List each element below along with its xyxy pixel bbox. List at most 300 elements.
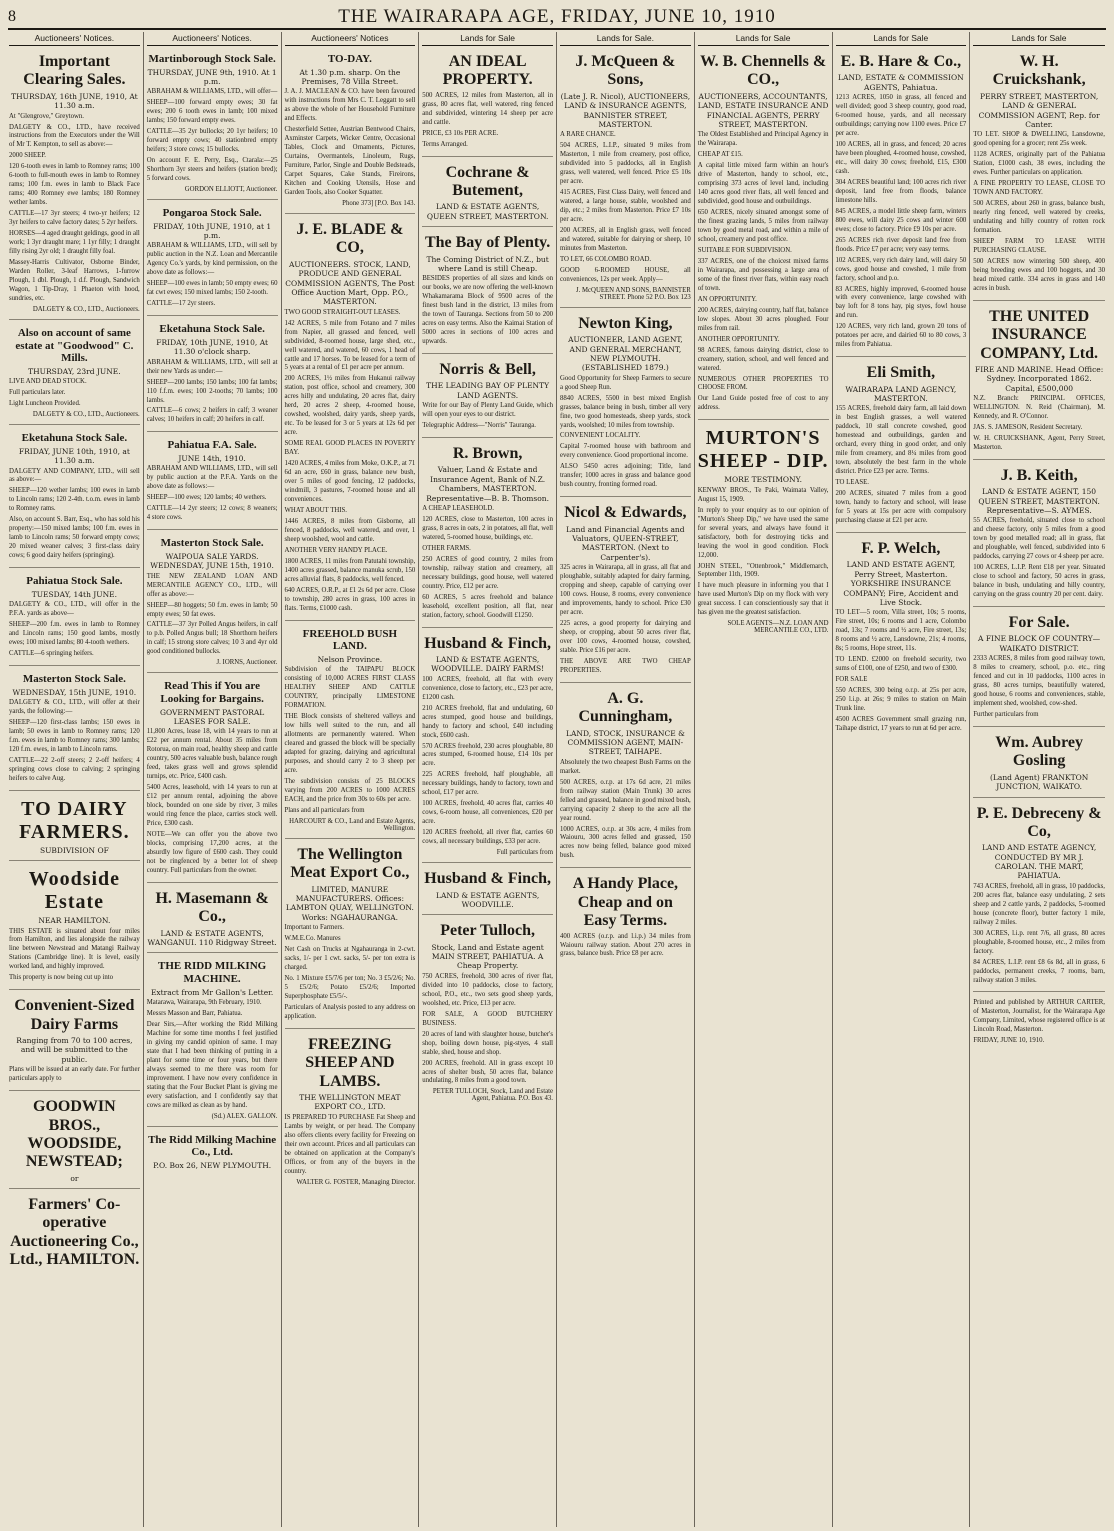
- advertisement: [973, 730, 1105, 798]
- ad-text: THE NEW ZEALAND LOAN AND MERCANTILE AGENCY CO., LTD., will offer as above:—: [146, 572, 278, 598]
- ad-heading: For Sale.: [1008, 614, 1070, 632]
- ad-text: N.Z. Branch: PRINCIPAL OFFICES, WELLINGTON. N. Reid (Chairman), M. Kennedy, and R. O'Connor.: [973, 395, 1105, 420]
- ad-heading: AN IDEAL PROPERTY.: [442, 53, 533, 89]
- advertisement: [422, 441, 553, 628]
- ad-text: JOHN STEEL, "Ottenbrook," Middlemarch, September 11th, 1909.: [697, 562, 829, 579]
- ad-subheading: LIMITED, MANURE MANUFACTURERS. Offices: LAMBTON QUAY, WELLINGTON. Works: NGAHAURANGA.: [285, 884, 414, 922]
- ad-subheading: FRIDAY, JUNE 10th, 1910, at 11.30 a.m.: [18, 446, 130, 466]
- ad-subheading: TUESDAY, 14th JUNE.: [31, 589, 118, 599]
- ad-text: Messrs Masson and Barr, Pahiatua.: [146, 1010, 243, 1018]
- column-header: Lands for Sale: [973, 32, 1105, 46]
- ad-subheading: or: [70, 1173, 79, 1183]
- ad-heading: Farmers' Co-operative Auctioneering Co., Ltd., HAMILTON.: [9, 1196, 140, 1269]
- ad-text: 500 ACRES, o.r.p. at 17s 6d acre, 21 miles from railway station (Main Trunk) 30 acres felled and grassed, balance in good mixed bush, carrying capacity 2 sheep to the acre all the year round.: [560, 778, 691, 822]
- ad-heading: Nicol & Edwards,: [564, 504, 687, 522]
- advertisement: [9, 864, 140, 990]
- ad-subheading: Ranging from 70 to 100 acres, and will be submitted to the public.: [16, 1036, 133, 1064]
- ad-text: Dear Sirs,—After working the Ridd Milking Machine for some time months I feel justified in giving my candid opinion of same. I may state that I had been thinking of putting in a plant for some time or four years, but there always seemed to me there was room for improvement. I have now every confidence in stating that the Four Bucket Plant is giving me every satisfaction, and I confidently say that cows are milked as clean as by hand.: [146, 1021, 278, 1109]
- column-1: [6, 32, 144, 1527]
- column-8: [970, 32, 1108, 1527]
- ad-signature: Phone 373] [P.O. Box 143.: [342, 200, 416, 208]
- column-header: Lands for Sale: [836, 32, 967, 46]
- advertisement: [9, 323, 140, 425]
- ad-subheading: LAND AND ESTATE AGENT, Perry Street, Masterton. YORKSHIRE INSURANCE COMPANY; Fire, Accident and Live Stock.: [843, 560, 959, 607]
- advertisement: [836, 536, 967, 740]
- advertisement: [560, 311, 691, 498]
- ad-text: 55 ACRES, freehold, situated close to school and cheese factory, only 5 miles from a good town by good metalled road; all in grass, flat and ploughable, well fenced, subdivided into 6 paddocks, carrying 27 cows or 4 sheep per acre.: [973, 517, 1105, 561]
- ad-heading: W. B. Chennells & CO.,: [700, 53, 827, 89]
- ad-subheading: LAND AND ESTATE AGENCY, CONDUCTED BY MR J. CAROLAN. THE MART, PAHIATUA.: [981, 843, 1097, 881]
- ad-text: 845 ACRES, a model little sheep farm, winters 800 ewes, will dairy 25 cows and winter 600 ewes; close to factory. Price £9 10s per acre.: [835, 207, 967, 233]
- ad-text: CATTLE—35 2yr bullocks; 20 1yr heifers; 10 forward empty cows; 40 stationbred empty heifers; 3 store cows; 15 bullocks.: [146, 128, 278, 154]
- advertisement: [9, 794, 140, 861]
- ad-heading: H. Masemann & Co.,: [155, 889, 269, 926]
- ad-heading: The Bay of Plenty.: [424, 234, 551, 252]
- advertisement: [422, 230, 553, 354]
- ad-text: Subdivision of the TAIPAPU BLOCK consisting of 10,000 ACRES FIRST CLASS HEALTHY SHEEP AND CATTLE COUNTRY, principally LIMESTONE FORMATION.: [284, 666, 416, 710]
- ad-text: SHEEP FARM TO LEASE WITH PURCHASING CLAUSE.: [973, 237, 1105, 254]
- ad-heading: FREEZING SHEEP AND LAMBS.: [305, 1035, 395, 1090]
- ad-text: SHEEP—120 wether lambs; 100 ewes in lamb to Lincoln rams; 120 2-4th. t.o.m. ewes in lamb to Romney rams.: [9, 487, 140, 513]
- ad-text: Light Luncheon Provided.: [9, 400, 81, 408]
- ad-text: 120 ACRES freehold, all river flat, carries 60 cows, all necessary buildings, £33 per acre.: [422, 829, 553, 846]
- ad-text: Important to Farmers.: [284, 924, 344, 932]
- ad-subheading: GOVERNMENT PASTORAL LEASES FOR SALE.: [159, 707, 265, 727]
- ad-text: 83 ACRES, highly improved, 6-roomed house with every convenience, large cowshed with bay loft for 8 tons hay, pig styes, fowl house and run.: [835, 285, 967, 320]
- ad-subheading: LAND, ESTATE & COMMISSION AGENTS, Pahiatua.: [838, 73, 964, 92]
- column-header: Lands for Sale: [422, 32, 553, 46]
- ad-subheading: LAND, STOCK, INSURANCE & COMMISSION AGENT, MAIN-STREET, TAIHAPE.: [565, 728, 685, 757]
- ad-text: ANOTHER VERY HANDY PLACE.: [284, 546, 388, 554]
- ad-heading: Wm. Aubrey Gosling: [995, 734, 1083, 770]
- ad-text: CATTLE—22 2-off steers; 2 2-off heifers; 4 springing cows close to calving; 2 springing heifers to calve Aug.: [9, 756, 140, 782]
- ad-text: 210 ACRES freehold, flat and undulating, 60 acres stumped, good house and buildings, handy to factory and school, £40 including stock, £600 cash.: [422, 704, 553, 739]
- advertisement: [973, 801, 1105, 993]
- ad-text: Also, on account S. Barr, Esq., who has sold his property:—150 mixed lambs; 100 f.m. ewes in lamb to Lincoln rams; 50 forward empty cows; 20 mixed weaner calves; 3 first-class dairy cows; 6 good dairy heifers (springing).: [9, 516, 140, 560]
- ad-text: Write for our Bay of Plenty Land Guide, which will open your eyes to our district.: [422, 402, 553, 419]
- advertisement: [9, 49, 140, 320]
- ad-heading: Important Clearing Sales.: [23, 53, 126, 89]
- ad-text: 325 acres in Wairarapa, all in grass, all flat and ploughable, suitably adapted for dairy farming, cropping and sheep, capable of carrying over 100 cows. House, 8 rooms, every convenience and improvements, handy to school. Price £30 per acre.: [560, 564, 691, 617]
- ad-text: A capital little mixed farm within an hour's drive of Masterton, handy to school, etc., comprising 373 acres of level land, including 140 acres good river flats, all well fenced and subdivided, good house and outbuildings.: [697, 162, 829, 206]
- column-3: [282, 32, 420, 1527]
- advertisement: [285, 842, 416, 1029]
- columns-container: [6, 32, 1108, 1527]
- ad-heading: Eketahuna Stock Sale.: [21, 432, 128, 445]
- ad-text: LIVE AND DEAD STOCK.: [9, 378, 87, 386]
- advertisement: [9, 1094, 140, 1189]
- ad-text: 337 ACRES, one of the choicest mixed farms in Wairarapa, and possessing a large area of some of the finest river flats, within easy reach of town.: [697, 257, 829, 292]
- ad-subheading: Stock, Land and Estate agent MAIN STREET, PAHIATUA. A Cheap Property.: [431, 942, 544, 971]
- ad-heading: F. P. Welch,: [861, 540, 941, 558]
- ad-text: 1800 ACRES, 11 miles from Patutahi township, 1400 acres grassed, balance manuka scrub, 150 acres alluvial flats, 8 paddocks, well fenced.: [284, 557, 416, 583]
- ad-heading: MURTON'S SHEEP - DIP.: [697, 427, 829, 473]
- ad-signature: GORDON ELLIOTT, Auctioneer.: [184, 186, 278, 194]
- ad-text: Printed and published by ARTHUR CARTER, of Masterton, Journalist, for the Wairarapa Age Company, Limited, whose registered office is at Lincoln Road, Masterton.: [973, 999, 1105, 1034]
- ad-text: SHEEP—200 lambs; 150 lambs; 100 fat lambs; 110 f.f.m. ewes; 100 2-tooths; 70 lambs; 100 lambs.: [146, 378, 278, 404]
- ad-heading: FREEHOLD BUSH LAND.: [302, 627, 398, 653]
- advertisement: [698, 423, 829, 640]
- advertisement: [836, 49, 967, 357]
- ad-subheading: THE WELLINGTON MEAT EXPORT CO., LTD.: [299, 1092, 401, 1112]
- ad-text: 300 ACRES, l.i.p. rent 7/6, all grass, 80 acres ploughable, 8-roomed house, etc., 2 miles from factory.: [973, 929, 1105, 955]
- ad-subheading: THURSDAY, 23rd JUNE.: [28, 366, 121, 376]
- ad-text: TO LEND. £2000 on freehold security, two sums of £100, one of £250, and two of £300.: [835, 656, 967, 673]
- ad-heading: J. E. BLADE & CO,: [296, 221, 404, 257]
- ad-heading: J. B. Keith,: [1000, 466, 1078, 484]
- ad-text: W. H. CRUICKSHANK, Agent, Perry Street, Masterton.: [973, 434, 1105, 451]
- ad-text: JAS. S. JAMESON, Resident Secretary.: [973, 423, 1083, 431]
- ad-heading: Pongaroa Stock Sale.: [162, 207, 262, 220]
- ad-text: CATTLE—37 3yr Polled Angus heifers, in calf to p.b. Polled Angus bull; 18 Shorthorn heifers in calf; 15 strong store calves; 10 3 and 4yr old good conditioned bullocks.: [146, 621, 278, 656]
- advertisement: [147, 319, 278, 432]
- ad-signature: J. IORNS, Auctioneer.: [216, 659, 278, 667]
- ad-signature: HARCOURT & CO., Land and Estate Agents, Wellington.: [289, 817, 416, 832]
- ad-text: ANOTHER OPPORTUNITY.: [697, 335, 780, 343]
- ad-heading: Newton King,: [578, 314, 673, 332]
- ad-subheading: PERRY STREET, MASTERTON, LAND & GENERAL COMMISSION AGENT, Rep. for Canter.: [978, 91, 1100, 129]
- ad-text: Plans and all particulars from: [284, 806, 365, 814]
- ad-text: The subdivision consists of 25 BLOCKS varying from 200 ACRES to 1000 ACRES EACH, and the price from 30s to 60s per acre.: [284, 777, 416, 803]
- ad-subheading: FRIDAY, 10th JUNE, 1910, At 11.30 o'clock sharp.: [156, 337, 268, 357]
- ad-text: SHEEP—100 ewes in lamb; 50 empty ewes; 60 fat cwt ewes; 150 mixed lambs; 150 2-tooth.: [146, 280, 278, 297]
- ad-text: 500 ACRES now wintering 500 sheep, 400 being breeding ewes and 100 hoggets, and 30 head mixed cattle. 334 acres in grass and 140 acres in bush.: [973, 257, 1105, 292]
- ad-subheading: LAND & ESTATE AGENTS, WANGANUI. 110 Ridgway Street.: [147, 928, 277, 948]
- masthead: [8, 6, 1106, 30]
- ad-text: 640 ACRES, O.R.P., at £1 2s 6d per acre. Close to township, 280 acres in grass, 100 acres in flats. Terms, £1000 cash.: [284, 586, 416, 612]
- ad-heading: J. McQueen & Sons,: [575, 53, 676, 89]
- ad-text: TO LET. SHOP & DWELLING, Lansdowne, good opening for a grocer; rent 25s week.: [973, 131, 1105, 148]
- ad-heading: W. H. Cruickshank,: [992, 53, 1086, 89]
- ad-heading: TO-DAY.: [327, 53, 372, 65]
- ad-text: TO LET—5 room, Villa street, 10s; 5 rooms, Fire street, 10s; 6 rooms and 1 acre, Colombo road, 13s; 7 rooms and ½ acre, Fire street, 13s; 8 rooms and ½ acre, Lansdowne, 21s; 4 rooms, 8s; 5 rooms, Hope street, 11s.: [835, 609, 967, 653]
- ad-text: 415 ACRES, First Class Dairy, well fenced and watered, a large house, stable, woolshed and dip, etc.; 2 miles from Masterton. Price £7 10s per acre.: [560, 189, 691, 223]
- ad-signature: SOLE AGENTS—N.Z. LOAN AND MERCANTILE CO., LTD.: [727, 620, 829, 635]
- ad-text: 200 ACRES, situated 7 miles from a good town, handy to factory and school, will lease for 5 years at 15s per acre with compulsory purchasing clause at £21 per acre.: [835, 490, 967, 525]
- ad-text: SHEEP—200 f.m. ewes in lamb to Romney and Lincoln rams; 150 good lambs, mostly ewes; 100 mixed lambs; 80 4-tooth wethers.: [9, 621, 140, 647]
- ad-text: 504 ACRES, L.I.P., situated 9 miles from Masterton, 1 mile from creamery, post office, subdivided into 5 paddocks, all in English grass, well watered, well fenced. Price £5 10s per acre.: [560, 142, 691, 186]
- ad-text: 142 ACRES, 5 mile from Fotano and 7 miles from Napier, all grassed and fenced, well subdivided, 8-roomed house, large shed, etc., well watered, and watered, 60 cows, 1 head of cattle and 17 horses. To be leased for a term of 5 years at a rental of £1 per acre per annum.: [284, 319, 416, 372]
- advertisement: [560, 871, 691, 965]
- ad-subheading: FRIDAY, 10th JUNE, 1910, at 1 p.m.: [153, 221, 272, 241]
- ad-text: CATTLE—6 cows; 2 heifers in calf; 3 weaner calves; 10 heifers in calf; 20 heifers in calf.: [146, 407, 278, 424]
- ad-subheading: (Land Agent) FRANKTON JUNCTION, WAIKATO.: [989, 772, 1089, 792]
- ad-heading: Pahiatua Stock Sale.: [26, 575, 123, 588]
- ad-text: 225 acres, a good property for dairying and sheep, or cropping, about 50 acres river flat, over 100 cows, 4-roomed house, cowshed, stable. Price £16 per acre.: [560, 620, 691, 654]
- ad-heading: TO DAIRY FARMERS.: [19, 797, 130, 843]
- ad-text: ALSO 5450 acres adjoining; Title, land transfer; 1000 acres in grass and balance good bush country, fronting formed road.: [560, 463, 691, 489]
- ad-text: FRIDAY, JUNE 10, 1910.: [973, 1037, 1045, 1045]
- advertisement: [9, 571, 140, 666]
- ad-heading: P. E. Debreceny & Co,: [976, 804, 1102, 840]
- ad-text: SOME REAL GOOD PLACES IN POVERTY BAY.: [284, 440, 416, 457]
- column-5: [557, 32, 695, 1527]
- advertisement: [973, 610, 1105, 727]
- ad-text: 1213 ACRES, 1050 in grass, all fenced and well divided; good 3 sheep country, good road, 6-roomed house, yards, and all necessary outbuildings; carrying now 1100 ewes. Price £7 per acre.: [835, 94, 967, 138]
- ad-subheading: (Late J. R. Nicol), AUCTIONEERS, LAND & INSURANCE AGENTS, BANNISTER STREET, MASTERTON.: [560, 91, 691, 129]
- ad-heading: A Handy Place, Cheap and on Easy Terms.: [572, 875, 679, 930]
- ad-heading: Husband & Finch,: [424, 870, 551, 888]
- ad-text: 120 ACRES, close to Masterton, 100 acres in grass, 8 acres in oats, 2 in potatoes, all flat, well watered, 5-roomed house, buildings, etc.: [422, 515, 553, 541]
- ad-subheading: THE LEADING BAY OF PLENTY LAND AGENTS.: [426, 381, 550, 400]
- advertisement: [147, 956, 278, 1126]
- ad-text: 102 ACRES, very rich dairy land, will dairy 50 cows, good house and cowshed, 1 mile from factory, school and p.o.: [835, 256, 967, 282]
- advertisement: [285, 217, 416, 621]
- ad-text: ABRAHAM & WILLIAMS, LTD., will sell at their new Yards as under:—: [146, 358, 278, 375]
- ad-heading: Norris & Bell,: [439, 361, 536, 379]
- advertisement: [9, 428, 140, 568]
- ad-subheading: THURSDAY, 16th JUNE, 1910, At 11.30 a.m.: [11, 91, 138, 111]
- ad-text: Plans will be issued at an early date. For further particulars apply to: [9, 1066, 140, 1083]
- ad-text: 1128 ACRES, originally part of the Pahiatua Station, £1000 cash, 38 ewes, including the ewes. Further particulars on application.: [973, 151, 1105, 177]
- ad-text: 2000 SHEEP.: [9, 152, 47, 160]
- ad-text: THE ABOVE ARE TWO CHEAP PROPERTIES.: [560, 657, 691, 674]
- advertisement: [973, 463, 1105, 607]
- ad-signature: DALGETY & CO., LTD., Auctioneers.: [32, 305, 140, 313]
- advertisement: [973, 995, 1105, 1052]
- ad-text: CATTLE—17 3yr steers; 4 two-yr heifers; 12 3yr heifers to calve factory dates; 5 2yr heifers.: [9, 210, 140, 227]
- ad-text: 20 acres of land with slaughter house, butcher's shop, boiling down house, pig-styes, 4 stall stable, shed, house and shop.: [422, 1030, 553, 1056]
- ad-heading: Cochrane & Butement,: [445, 163, 530, 199]
- advertisement: [147, 533, 278, 673]
- ad-text: 750 ACRES, freehold, 300 acres of river flat, divided into 10 paddocks, close to factory, school, P.O., etc., two sets good sheep yards, woolshed, etc. Price, £13 per acre.: [422, 972, 553, 1007]
- ad-subheading: WEDNESDAY, 15th JUNE, 1910.: [12, 687, 137, 697]
- ad-text: Matarawa, Wairarapa, 9th February, 1910.: [146, 999, 262, 1007]
- ad-signature: WALTER G. FOSTER, Managing Director.: [296, 1178, 416, 1186]
- ad-heading: Eli Smith,: [866, 364, 936, 382]
- masthead-title: THE WAIRARAPA AGE, FRIDAY, JUNE 10, 1910: [338, 6, 776, 27]
- advertisement: [147, 1130, 278, 1176]
- ad-text: Telegraphic Address—"Norris" Tauranga.: [422, 422, 537, 430]
- ad-text: ABRAHAM & WILLIAMS, LTD., will offer—: [146, 88, 278, 96]
- ad-text: 84 ACRES, L.I.P. rent £8 6s 8d, all in grass, 6 paddocks, permanent creeks, 7 rooms, barn, railway station 3 miles.: [973, 958, 1105, 984]
- ad-text: In reply to your enquiry as to our opinion of "Murton's Sheep Dip," we have used the same for several years, and always have found it satisfactory, both for destroying ticks and leaving the wool in good condition. Flock 12,000.: [697, 506, 829, 559]
- ad-heading: Eketahuna Stock Sale.: [159, 323, 265, 336]
- advertisement: [9, 669, 140, 791]
- ad-text: Good Opportunity for Sheep Farmers to secure a good Sheep Run.: [560, 374, 691, 391]
- ad-text: 200 ACRES, freehold. All in grass except 10 acres of shelter bush, 50 acres flat, balance undulating, 8 miles from a good town.: [422, 1059, 553, 1085]
- ad-text: PRICE, £3 10s PER ACRE.: [422, 129, 499, 137]
- ad-text: 11,800 Acres, lease 18, with 14 years to run at £22 per annum rental. About 35 miles from Rotorua, on main road, healthy sheep and cattle country, 500 acres valuable bush, balance rough feed, takes grass well and grows splendid turnips, etc. Price, £400 cash.: [146, 728, 278, 781]
- ad-subheading: FIRE AND MARINE. Head Office: Sydney. Incorporated 1862. Capital, £500,000: [975, 364, 1104, 393]
- ad-text: CATTLE—6 springing heifers.: [9, 650, 94, 658]
- ad-text: FOR SALE: [835, 676, 868, 684]
- advertisement: [285, 1032, 416, 1192]
- ad-text: CATTLE—14 2yr steers; 12 cows; 8 weaners; 4 store cows.: [146, 505, 278, 522]
- ad-subheading: LAND & ESTATE AGENTS, WOODVILLE.: [436, 890, 540, 909]
- ad-subheading: Land and Financial Agents and Valuators, QUEEN-STREET, MASTERTON. (Next to Carpenter's).: [566, 524, 685, 562]
- advertisement: [560, 500, 691, 683]
- ad-heading: Also on account of same estate at "Goodwood" C. Mills.: [15, 326, 134, 365]
- page-number: 8: [8, 8, 16, 25]
- ad-text: TO LET, 66 COLOMBO ROAD.: [560, 255, 652, 263]
- ad-text: 304 ACRES beautiful land; 100 acres rich river deposit, land free from floods, balance limestone hills.: [835, 178, 967, 204]
- advertisement: [9, 1192, 140, 1276]
- ad-text: AN OPPORTUNITY.: [697, 295, 757, 303]
- advertisement: [422, 49, 553, 157]
- ad-subheading: At 1.30 p.m. sharp. On the Premises, 78 Villa Street.: [299, 67, 401, 87]
- advertisement: [698, 49, 829, 420]
- ad-text: SHEEP—80 hoggets; 50 f.m. ewes in lamb; 50 empty ewes; 50 fat ewes.: [146, 601, 278, 618]
- column-4: [419, 32, 557, 1527]
- ad-text: NUMEROUS OTHER PROPERTIES TO CHOOSE FROM.: [697, 375, 829, 392]
- ad-text: Our Land Guide posted free of cost to any address.: [697, 395, 829, 412]
- ad-subheading: LAND & ESTATE AGENTS, QUEEN STREET, MASTERTON.: [426, 202, 549, 221]
- ad-heading: THE UNITED INSURANCE COMPANY, Ltd.: [980, 307, 1099, 362]
- ad-text: TO LEASE.: [835, 479, 869, 487]
- ad-signature: DALGETY & CO., LTD., Auctioneers.: [32, 411, 140, 419]
- column-header: Lands for Sale.: [560, 32, 691, 46]
- ad-text: 400 ACRES (o.r.p. and l.i.p.) 34 miles from Waiouru railway station. About 270 acres in grass, balance bush. Price £8 per acre.: [560, 932, 691, 958]
- ad-subheading: Extract from Mr Gallon's Letter.: [150, 987, 274, 997]
- advertisement: [560, 49, 691, 308]
- ad-text: ABRAHAM & WILLIAMS, LTD., will sell by public auction in the N.Z. Loan and Mercantile Agency Co.'s yards, by kind permission, on the above date as follows:—: [146, 242, 278, 277]
- advertisement: [147, 886, 278, 954]
- advertisement: [422, 631, 553, 864]
- ad-subheading: The Coming District of N.Z., but where Land is still Cheap.: [426, 254, 549, 273]
- ad-text: 200 ACRES, 1½ miles from Hukanui railway station, post office, school and creamery, 300 acres hilly and undulating, 20 acres flat, dairy herd, 20 acres 2 sheep, 4-roomed house, cowshed, woolshed, dairy yards, sheep yards, etc. To be leased for 3 or 5 years at 12s 6d per acre.: [284, 375, 416, 437]
- ad-text: HORSES—4 aged draught geldings, good in all work; 1 3yr draught mare; 1 1yr filly; 1 draught filly rising 2yr old; 1 draught filly foal.: [9, 230, 140, 256]
- ad-subheading: AUCTIONEERS, ACCOUNTANTS, LAND, ESTATE INSURANCE AND FINANCIAL AGENTS, PERRY STREET, MASTERTON.: [697, 91, 829, 129]
- advertisement: [422, 866, 553, 915]
- ad-subheading: WAIPOUA SALE YARDS. WEDNESDAY, JUNE 15th, 1910.: [150, 551, 274, 571]
- ad-text: The Oldest Established and Principal Agency in the Wairarapa.: [697, 131, 829, 148]
- ad-signature: Full particulars from: [496, 849, 553, 857]
- ad-heading: The Wellington Meat Export Co.,: [290, 845, 410, 882]
- ad-subheading: P.O. Box 26, NEW PLYMOUTH.: [153, 1160, 272, 1170]
- advertisement: [560, 686, 691, 869]
- ad-text: Absolutely the two cheapest Bush Farms on the market.: [560, 758, 691, 775]
- ad-text: 2333 ACRES, 8 miles from good railway town, 8 miles to creamery, school, p.o. etc., ring fenced and cut in 10 paddocks, 1100 acres in grass, 80 acres turnips, beautifully watered, good house, 6 rooms and conveniences, stable, implement shed, woolshed, cow-shed.: [973, 655, 1105, 708]
- ad-text: 500 ACRES, about 260 in grass, balance bush, nearly ring fenced, well watered by creeks, undulating and hilly country of rotten rock formation.: [973, 200, 1105, 234]
- ad-text: GOOD 6-ROOMED HOUSE, all conveniences, 12s per week. Apply—: [560, 266, 691, 283]
- ad-heading: Woodside Estate: [28, 868, 121, 914]
- ad-subheading: LAND & ESTATE AGENT, 150 QUEEN STREET, MASTERTON. Representative—S. AYMES.: [978, 487, 1100, 515]
- ad-text: 1420 ACRES, 4 miles from Moke, O.K.P., at 71 6d an acre, £60 in grass, balance new bush, over 5 miles of good fencing, 12 paddocks, windmill, 3 pastures, 7-roomed house and all conveniences.: [284, 460, 416, 504]
- ad-text: THE Block consists of sheltered valleys and low hills well suited to the run, and all allotments are permanently watered. When cleared and grassed the block will be specially adapted for grazing, dairying and agricultural purposes, and should carry 2 to 3 sheep per acre.: [284, 713, 416, 774]
- ad-text: 200 ACRES, all in English grass, well fenced and watered, suitable for dairying or sheep, 10 minutes from Masterton.: [560, 226, 691, 252]
- ad-text: A RARE CHANCE.: [560, 131, 616, 139]
- ad-text: 250 ACRES of good country, 2 miles from township, railway station and creamery, all necessary buildings, good house, well watered country. Price, £12 per acre.: [422, 555, 553, 590]
- ad-text: SHEEP—100 forward empty ewes; 30 fat ewes; 200 6 tooth ewes in lamb; 100 mixed lambs; 150 forward empty ewes.: [146, 99, 278, 125]
- ad-text: At "Glengrove," Greytown.: [9, 112, 85, 120]
- ad-text: 265 ACRES rich river deposit land free from floods. Price £7 per acre; very easy terms.: [835, 236, 967, 253]
- ad-text: 120 6-tooth ewes in lamb to Romney rams; 100 6-tooth to full-mouth ewes in lamb to Romney rams; 100 f.m. ewes in lamb to Black Face rams; 400 Romney ewe lambs; 180 Romney wether lambs.: [9, 163, 140, 207]
- ad-heading: Husband & Finch,: [424, 634, 551, 652]
- column-2: [144, 32, 282, 1527]
- ad-text: SHEEP—100 ewes; 120 lambs; 40 wethers.: [146, 494, 267, 502]
- column-header: Auctioneers' Notices.: [147, 32, 278, 46]
- ad-heading: Masterton Stock Sale.: [22, 673, 126, 686]
- ad-subheading: JUNE 14th, 1910.: [178, 454, 246, 464]
- ad-text: FOR SALE, A GOOD BUTCHERY BUSINESS.: [422, 1010, 553, 1027]
- ad-text: KENWAY BROS., Te Paki, Waimata Valley, August 15, 1909.: [697, 486, 829, 503]
- ad-subheading: AUCTIONEER, LAND AGENT, AND GENERAL MERCHANT, NEW PLYMOUTH. (ESTABLISHED 1879.): [568, 335, 683, 373]
- advertisement: [147, 203, 278, 316]
- ad-text: Capital 7-roomed house with bathroom and every convenience. Good proportional income.: [560, 443, 691, 460]
- ad-text: 200 ACRES, dairying country, half flat, balance low slopes. About 30 acres ploughed. Four miles from rail.: [697, 306, 829, 332]
- ad-text: Further particulars from: [973, 711, 1039, 719]
- ad-signature: J. McQUEEN AND SONS, BANNISTER STREET. Phone 52 P.O. Box 123: [575, 286, 691, 301]
- ad-heading: Pahiatua F.A. Sale.: [167, 439, 257, 452]
- ad-heading: R. Brown,: [452, 445, 523, 463]
- advertisement: [147, 435, 278, 530]
- ad-subheading: MORE TESTIMONY.: [724, 475, 802, 485]
- ad-text: No. 1 Mixture £5/7/6 per ton; No. 3 £5/2/6; No. 5 £5/2/6; Potato £5/2/6; Imported Superphosphate £5/5/-.: [284, 974, 416, 1000]
- ad-text: W.M.E.Co. Manures: [284, 935, 341, 943]
- ad-text: TWO GOOD STRAIGHT-OUT LEASES.: [284, 308, 401, 316]
- ad-subheading: A FINE BLOCK OF COUNTRY—WAIKATO DISTRICT.: [978, 634, 1101, 653]
- ad-text: 100 ACRES, freehold, 40 acres flat, carries 40 cows, 6-room house, all conveniences, £20 per acre.: [422, 800, 553, 826]
- ad-text: 743 ACRES, freehold, all in grass, 10 paddocks, 200 acres flat, balance easy undulating, 2 sets sheep and 2 cattle yards, 2 paddocks, 5-roomed house (concrete floor), butter factory 1 mile, railway 2 miles.: [973, 882, 1105, 926]
- ad-text: IS PREPARED TO PURCHASE Fat Sheep and Lambs by weight, or per head. The Company also offers clients every facility for Freezing on their own account. Prices and all particulars can be obtained on application at the Company's Offices, or from any of the buyers in the country.: [284, 1113, 416, 1175]
- ad-text: ABRAHAM AND WILLIAMS, LTD., will sell by public auction at the P.F.A. Yards on the above date as follows:—: [146, 465, 278, 491]
- ad-heading: Read This if You are Looking for Bargains.: [160, 680, 264, 705]
- advertisement: [285, 624, 416, 839]
- column-header: Lands for Sale: [698, 32, 829, 46]
- ad-text: 100 ACRES, freehold, all flat with every convenience, close to factory, etc., £23 per acre, £1200 cash.: [422, 675, 553, 701]
- advertisement: [973, 304, 1105, 460]
- ad-signature: PETER TULLOCH, Stock, Land and Estate Agent, Pahiatua. P.O. Box 43.: [432, 1088, 553, 1103]
- ad-subheading: LAND & ESTATE AGENTS, WOODVILLE. DAIRY FARMS!: [431, 654, 545, 674]
- ad-text: Full particulars later.: [9, 389, 66, 397]
- ad-text: 4500 ACRES Government small grazing run, Taihape district, 17 years to run at 6d per acre.: [835, 715, 967, 732]
- column-header: Auctioneers' Notices: [285, 32, 416, 46]
- advertisement: [9, 993, 140, 1091]
- ad-text: Terms Arranged.: [422, 140, 468, 148]
- ad-subheading: SUBDIVISION OF: [39, 845, 109, 855]
- ad-text: Chesterfield Settee, Austrian Bentwood Chairs, Axminster Carpets, Wicker Centre, Occasional Tables, Clock and Ornaments, Pictures, Curtains, Overmantels, Linoleum, Rugs, Furniture, Parlor, Single and Double Bedsteads, Carpet Squares, Cake Stands, Fireirons, Kitchen and Cooking Utensils, Hose and Garden Tools, also Cooker Squatter.: [284, 126, 416, 197]
- advertisement: [147, 49, 278, 200]
- advertisement: [422, 357, 553, 438]
- ad-signature: (Sd.) ALEX. GALLON.: [211, 1112, 278, 1120]
- ad-subheading: NEAR HAMILTON.: [38, 916, 111, 926]
- advertisement: [422, 160, 553, 228]
- advertisement: [973, 49, 1105, 301]
- advertisement: [836, 360, 967, 533]
- ad-text: THIS ESTATE is situated about four miles from Hamilton, and lies alongside the railway line between Newstead and Matangi Railway Stations (Cambridge line). It is level, easily worked land, and highly improved.: [9, 927, 140, 971]
- ad-text: SUITABLE FOR SUBDIVISION.: [697, 246, 792, 254]
- ad-text: A CHEAP LEASEHOLD.: [422, 504, 494, 512]
- ad-text: Particulars of Analysis posted to any address on application.: [284, 1003, 416, 1020]
- ad-text: CONVENIENT LOCALITY.: [560, 432, 641, 440]
- ad-text: This property is now being cut up into: [9, 974, 114, 982]
- ad-text: 98 ACRES, famous dairying district, close to creamery, station, school, and well fenced and watered.: [697, 346, 829, 372]
- column-6: [695, 32, 833, 1527]
- advertisement: [147, 676, 278, 883]
- ad-text: DALGETY & CO., LTD., will offer at their yards, the following:—: [9, 699, 140, 715]
- ad-text: 100 ACRES, L.I.P. Rent £18 per year. Situated close to school and factory, 50 acres in grass, balance in bush, undulating and hilly country, carrying on the grass country 20 per cent. dairy.: [973, 564, 1105, 599]
- ad-text: DALGETY AND COMPANY, LTD., will sell as above:—: [9, 467, 140, 484]
- ad-heading: THE RIDD MILKING MACHINE.: [158, 960, 267, 986]
- advertisement: [422, 918, 553, 1108]
- ad-text: WHAT ABOUT THIS.: [284, 507, 347, 515]
- ad-subheading: Nelson Province.: [317, 654, 383, 664]
- ad-text: 1446 ACRES, 8 miles from Gisborne, all fenced, 8 paddocks, well watered, and over, 1 sheep woolshed, wool and cattle.: [284, 517, 416, 543]
- ad-text: 500 ACRES, 12 miles from Masterton, all in grass, 80 acres flat, well watered, ring fenced and subdivided, wintering 14 sheep per acre and cattle.: [422, 91, 553, 126]
- ad-text: 570 ACRES freehold, 230 acres ploughable, 80 acres stumped, 6-roomed house, £14 10s per acre.: [422, 742, 553, 768]
- ad-heading: Masterton Stock Sale.: [160, 537, 264, 550]
- ad-text: CATTLE—17 2yr steers.: [146, 300, 216, 308]
- ad-text: 1000 ACRES, o.r.p. at 30s acre, 4 miles from Waiouru, 300 acres felled and grassed, 150 acres now being felled, balance good mixed bush.: [560, 825, 691, 860]
- ad-text: I have much pleasure in informing you that I have used Murton's Dip on my flock with very great success. I can conscientiously say that it has given me the greatest satisfaction.: [697, 582, 829, 617]
- ad-text: 100 ACRES, all in grass, and fenced; 20 acres have been ploughed, 4-roomed house, cowshed, etc., will dairy 30 cows; freehold, £15, £300 cash.: [835, 140, 967, 175]
- ad-text: 120 ACRES, very rich land, grown 20 tons of potatoes per acre, and dairied 60 to 80 cows, 3 miles from Pahiatua.: [835, 323, 967, 349]
- column-header: Auctioneers' Notices.: [9, 32, 140, 46]
- ad-text: CHEAP AT £15.: [697, 151, 743, 159]
- ad-text: DALGETY & CO., LTD., will offer in the P.F.A. yards as above—: [9, 601, 140, 618]
- ad-text: NOTE—We can offer you the above two blocks, comprising 17,200 acres, at the absurdly low figure of £600 cash. They could not be ringfenced by a better lot of sheep country. Full particulars from the owner.: [146, 831, 278, 874]
